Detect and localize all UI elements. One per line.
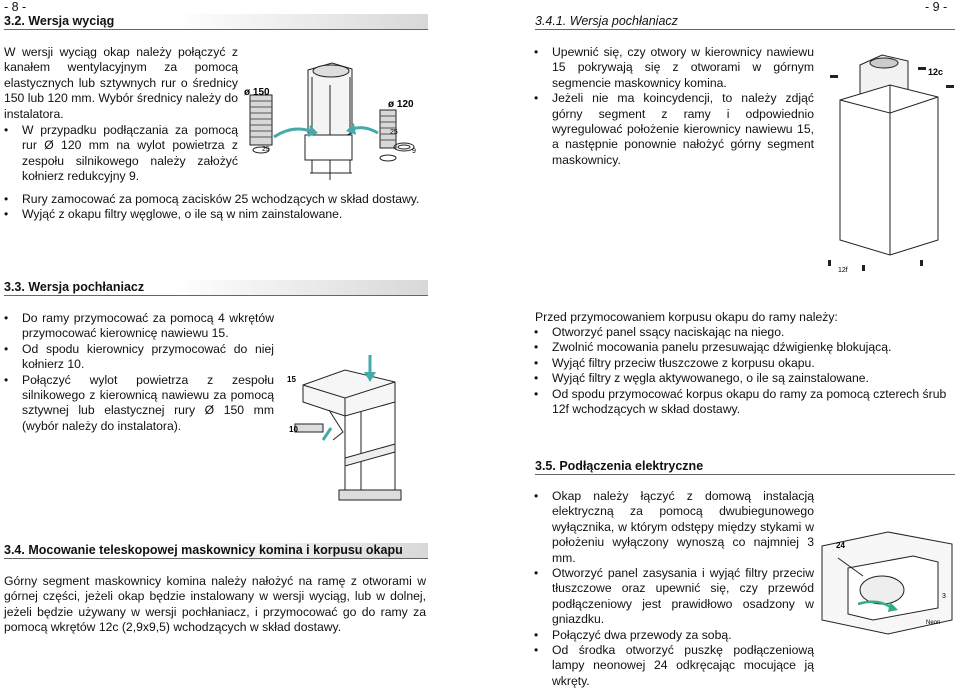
list-item: • Od spodu kierownicy przymocować do niej kołnierz 10. (2, 342, 274, 373)
section-3-4-body: Górny segment maskownicy komina należy nałożyć na ramę z otworami w górnej części, jeżeli okap będzie instalowany w wersji wyciąg, lub w dolnej, jeżeli będzie używany w wersji pochłaniacz, i przymocować go do ramy za pomocą wkrętów 12c (2,9x9,5) wchodzących w skład dostawy. (4, 574, 426, 635)
collar-9-label: 9 (412, 148, 416, 155)
section-3-4-title: 3.4. Mocowanie teleskopowej maskownicy komina i korpusu okapu (4, 543, 428, 559)
list-item: • Wyjąć z okapu filtry węglowe, o ile są w nim zainstalowane. (2, 207, 426, 222)
hood-mount-list (532, 325, 956, 417)
neon-label: Neon (926, 620, 941, 626)
section-3-2-list-b (2, 192, 426, 223)
left-page-number: - 8 - (4, 0, 27, 14)
collar-10-label: 10 (289, 425, 298, 434)
deflector-figure (285, 340, 435, 505)
list-item: • Wyjąć filtry przeciw tłuszczowe z korpusu okapu. (532, 356, 956, 371)
deflector-15-label: 15 (287, 375, 296, 384)
list-item: • Zwolnić mocowania panelu przesuwając dźwigienkę blokującą. (532, 340, 956, 355)
section-3-2-list-a (2, 123, 238, 185)
hood-mount-intro: Przed przymocowaniem korpusu okapu do ramy należy: (535, 310, 838, 324)
section-3-5-list (532, 489, 814, 689)
clamp-25-label-right: 25 (390, 129, 398, 136)
list-item: • Połączyć wylot powietrza z zespołu silnikowego z kierownicą nawiewu za pomocą sztywnej lub elastycznej rury Ø 150 mm (wybór należy do instalatora). (2, 373, 274, 435)
chimney-mount-figure (820, 45, 958, 275)
section-3-5-title: 3.5. Podłączenia elektryczne (535, 459, 955, 475)
list-item: • Otworzyć panel ssący naciskając na niego. (532, 325, 956, 340)
screw-12c-label: 12c (928, 67, 944, 77)
section-3-3-list (2, 311, 274, 434)
box-24-label: 24 (836, 541, 845, 550)
list-item: • Wyjąć filtry z węgla aktywowanego, o ile są zainstalowane. (532, 371, 956, 386)
section-3-4-1-title: 3.4.1. Wersja pochłaniacz (535, 14, 955, 30)
exhaust-connection-figure (240, 55, 425, 190)
list-item: • Upewnić się, czy otwory w kierownicy nawiewu 15 pokrywają się z otworami w górnym segmencie maskownicy komina. (532, 45, 814, 91)
clamp-25-label-left: 25 (262, 146, 270, 153)
right-page-number: - 9 - (925, 0, 948, 14)
diameter-150-label: ø 150 (244, 87, 270, 98)
section-3-2-title: 3.2. Wersja wyciąg (4, 14, 428, 30)
list-item: • Od środka otworzyć puszkę podłączeniową lampy neonowej 24 odkręcając mocujące ją wkręty. (532, 643, 814, 689)
neon-box-figure (818, 528, 956, 638)
screw-12f-label: 12f (838, 267, 848, 274)
list-item: • Okap należy łączyć z domową instalacją elektryczną za pomocą dwubiegunowego wyłącznika, w którym odstępy między stykami w położeniu wyłączony wynoszą co najmniej 3 mm. (532, 489, 814, 566)
diameter-120-label: ø 120 (388, 99, 414, 110)
section-3-3-title: 3.3. Wersja pochłaniacz (4, 280, 428, 296)
list-item: • Rury zamocować za pomocą zacisków 25 wchodzących w skład dostawy. (2, 192, 426, 207)
list-item: • Do ramy przymocować za pomocą 4 wkrętów przymocować kierownicę nawiewu 15. (2, 311, 274, 342)
list-item: • Otworzyć panel zasysania i wyjąć filtry przeciw tłuszczowe oraz upewnić się, czy przewód podłączeniowy jest prawidłowo osadzony w gniazdku. (532, 566, 814, 628)
section-3-2-intro: W wersji wyciąg okap należy połączyć z kanałem wentylacyjnym za pomocą elastycznych lub sztywnych rur o średnicy 150 lub 120 mm. Wybór średnicy należy do instalatora. (4, 45, 238, 121)
list-item: • Jeżeli nie ma koincydencji, to należy zdjąć górny segment z ramy i odpowiednio wyregulować położenie kierownicy nawiewu 15, a następnie ponownie nałożyć górny segment maskownicy. (532, 91, 814, 168)
section-3-4-1-list (532, 45, 814, 168)
list-item: • Od spodu przymocować korpus okapu do ramy za pomocą czterech śrub 12f wchodzących w skład dostawy. (532, 387, 956, 418)
list-item: • W przypadku podłączania za pomocą rur Ø 120 mm na wylot powietrza z zespołu silnikowego należy założyć kołnierz redukcyjny 9. (2, 123, 238, 185)
item-3-label: 3 (942, 593, 946, 600)
list-item: • Połączyć dwa przewody za sobą. (532, 628, 814, 643)
